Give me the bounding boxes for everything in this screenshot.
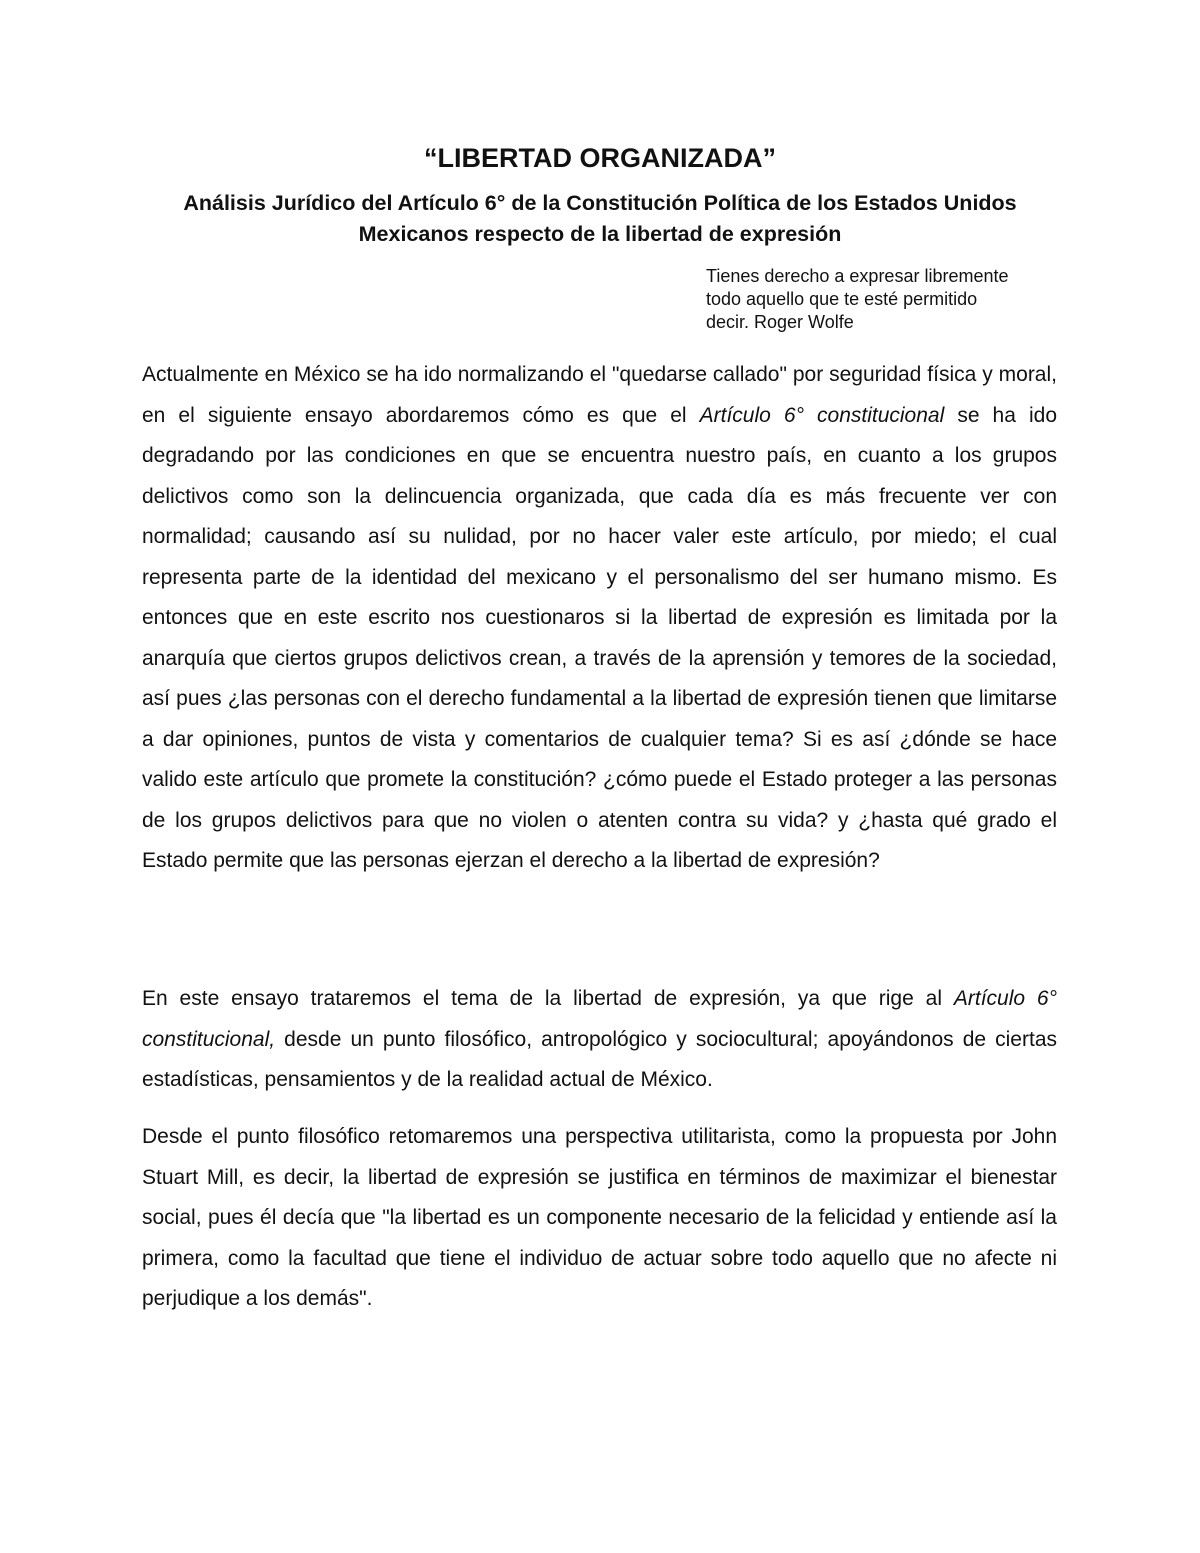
subtitle-line-2: Mexicanos respecto de la libertad de expresión [358, 222, 842, 246]
document-subtitle [130, 188, 1070, 250]
epigraph-quote [706, 265, 1066, 334]
paragraph-1-text-b: se ha ido degradando por las condiciones en que se encuentra nuestro país, en cuanto a los grupos delictivos como son la delincuencia organizada, que cada día es más frecuente ver con normalidad; causando así su nulidad, por no hacer valer este artículo, por miedo; el cual representa parte de la identidad del mexicano y el personalismo del ser humano mismo. Es entonces que en este escrito nos cuestionaros si la libertad de expresión es limitada por la anarquía que ciertos grupos delictivos crean, a través de la aprensión y temores de la sociedad, así pues ¿las personas con el derecho fundamental a la libertad de expresión tienen que limitarse a dar opiniones, puntos de vista y comentarios de cualquier tema? Si es así ¿dónde se hace valido este artículo que promete la constitución? ¿cómo puede el Estado proteger a las personas de los grupos delictivos para que no violen o atenten contra su vida? y ¿hasta qué grado el Estado permite que las personas ejerzan el derecho a la libertad de expresión? [142, 403, 1057, 872]
epigraph-line-3: decir. Roger Wolfe [706, 312, 854, 332]
paragraph-2-article-ref: Artículo 6° constitucional, [142, 987, 1057, 1051]
document-title: “LIBERTAD ORGANIZADA” [424, 143, 776, 173]
paragraph-3 [142, 1117, 1057, 1320]
paragraph-2 [142, 979, 1057, 1101]
paragraph-2-text-a: En este ensayo trataremos el tema de la libertad de expresión, ya que rige al [142, 987, 954, 1010]
epigraph-line-2: todo aquello que te esté permitido [706, 289, 978, 309]
paragraph-1 [142, 355, 1057, 882]
subtitle-line-1: Análisis Jurídico del Artículo 6° de la Constitución Política de los Estados Unidos [183, 191, 1017, 215]
paragraph-1-text-a: Actualmente en México se ha ido normalizando el "quedarse callado" por seguridad física y moral, en el siguiente ensayo abordaremos cómo es que el [142, 363, 1057, 427]
paragraph-1-article-ref: Artículo 6° constitucional [699, 403, 945, 427]
paragraph-2-text-b: desde un punto filosófico, antropológico y sociocultural; apoyándonos de ciertas estadísticas, pensamientos y de la realidad actual de México. [142, 1027, 1057, 1091]
paragraph-3-text: Desde el punto filosófico retomaremos una perspectiva utilitarista, como la propuesta por John Stuart Mill, es decir, la libertad de expresión se justifica en términos de maximizar el bienestar social, pues él decía que "la libertad es un componente necesario de la felicidad y entiende así la primera, como la facultad que tiene el individuo de actuar sobre todo aquello que no afecte ni perjudique a los demás". [142, 1125, 1057, 1310]
epigraph-line-1: Tienes derecho a expresar libremente [706, 266, 1009, 286]
